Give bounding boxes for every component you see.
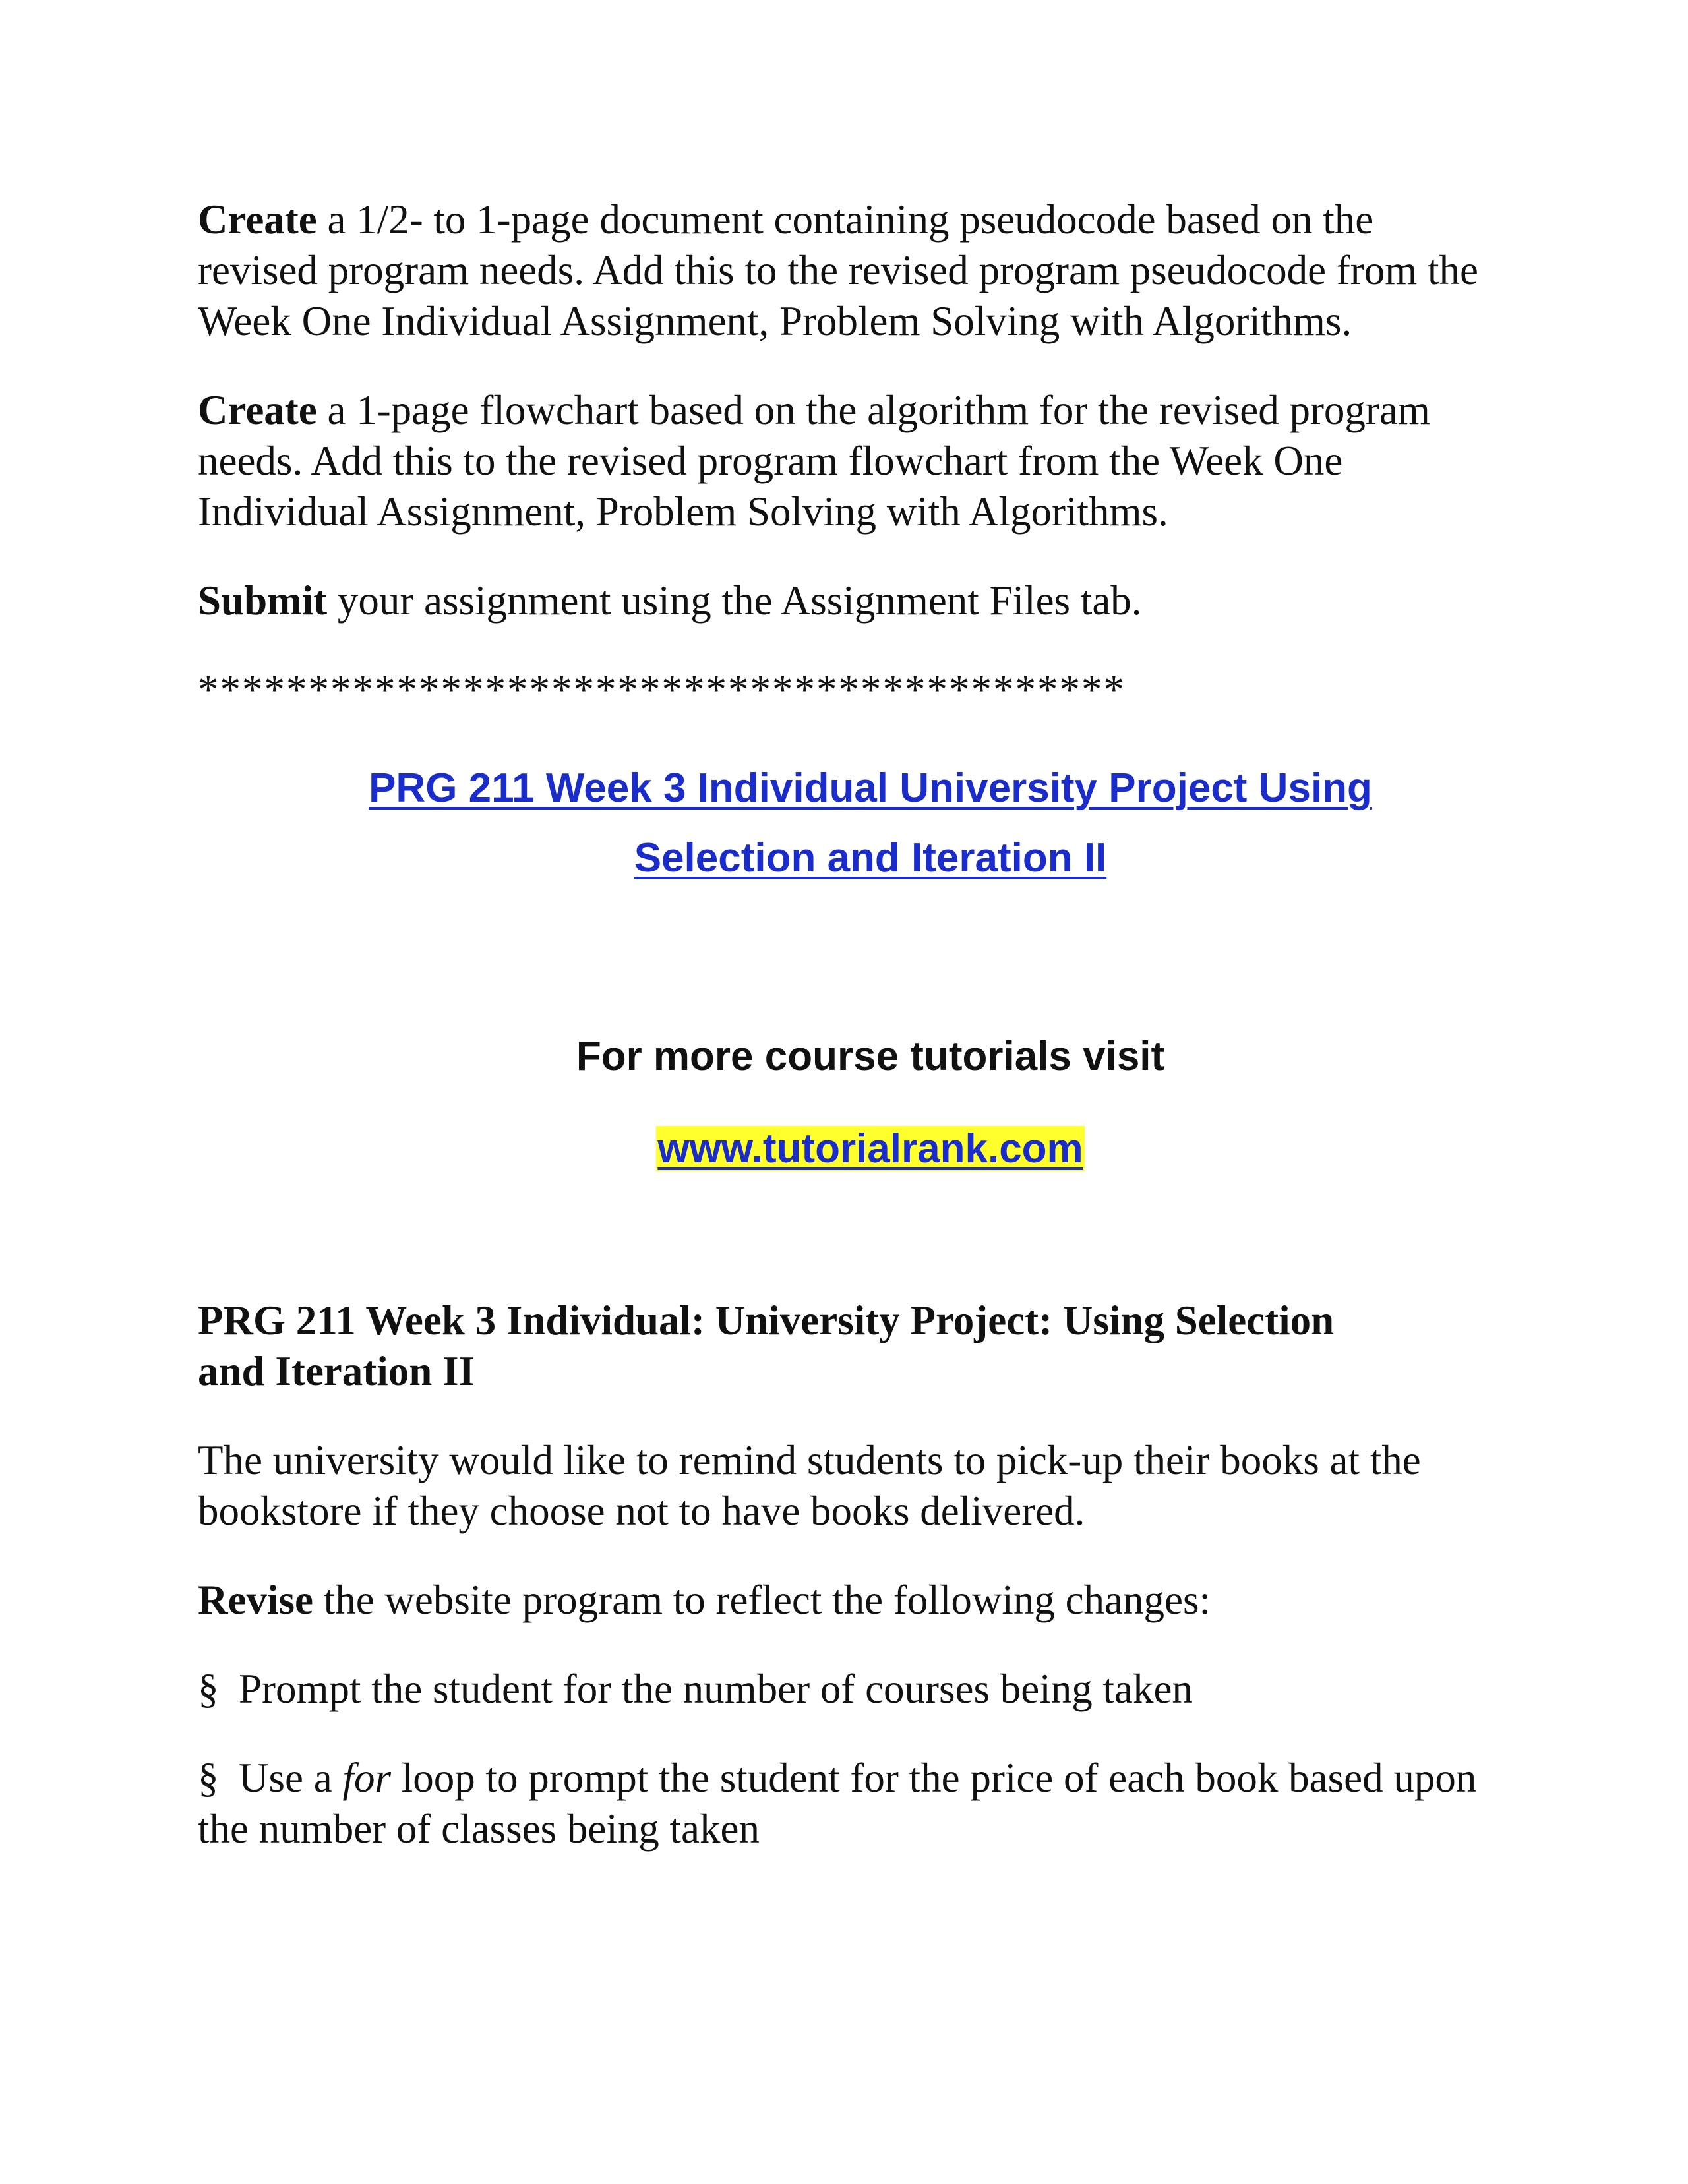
course-title-link-line2[interactable]: Selection and Iteration II xyxy=(634,835,1107,881)
paragraph-create-flowchart xyxy=(198,385,1490,537)
paragraph-revise xyxy=(198,1575,1490,1626)
promo-url-wrapper xyxy=(198,1121,1490,1177)
paragraph-text: the website program to reflect the following changes: xyxy=(313,1577,1211,1623)
course-title-link[interactable] xyxy=(198,753,1490,893)
asterisk-separator: ****************************************** xyxy=(198,666,1126,713)
assignment-heading-line1: PRG 211 Week 3 Individual: University Project: Using Selection xyxy=(198,1297,1335,1343)
section-sign-bullet: § xyxy=(198,1666,219,1712)
assignment-heading-line2: and Iteration II xyxy=(198,1348,475,1394)
section-sign-bullet: § xyxy=(198,1755,219,1801)
document-body xyxy=(198,194,1490,1893)
paragraph-text: a 1-page flowchart based on the algorithm for the revised program needs. Add this to the revised program flowchart from the Week One Individual Assignment, Problem Solving with Algorithms. xyxy=(198,387,1430,535)
paragraph-university-reminder: The university would like to remind students to pick-up their books at the bookstore if they choose not to have books delivered. xyxy=(198,1437,1421,1534)
bold-keyword: Submit xyxy=(198,577,328,624)
bullet-text: Prompt the student for the number of courses being taken xyxy=(239,1666,1193,1712)
bullet-item-courses xyxy=(198,1664,1490,1715)
paragraph-text: your assignment using the Assignment Files tab. xyxy=(327,577,1142,624)
italic-keyword: for xyxy=(342,1755,391,1801)
bullet-item-for-loop xyxy=(198,1753,1490,1854)
bold-keyword: Create xyxy=(198,196,317,243)
paragraph-text: a 1/2- to 1-page document containing pseudocode based on the revised program needs. Add this to the revised program pseudocode from the Week One Individual Assignment, Problem Solving with Algorithms. xyxy=(198,196,1478,344)
bullet-text-post: loop to prompt the student for the price of each book based upon the number of classes being taken xyxy=(198,1755,1477,1852)
bold-keyword: Revise xyxy=(198,1577,313,1623)
tutorial-website-link[interactable]: www.tutorialrank.com xyxy=(657,1126,1083,1171)
assignment-heading xyxy=(198,1295,1490,1397)
paragraph-create-pseudocode xyxy=(198,194,1490,347)
course-title-link-line1[interactable]: PRG 211 Week 3 Individual University Project Using xyxy=(369,765,1372,811)
paragraph-submit xyxy=(198,576,1490,626)
promo-text: For more course tutorials visit xyxy=(576,1034,1165,1079)
bold-keyword: Create xyxy=(198,387,317,433)
bullet-text-pre: Use a xyxy=(239,1755,343,1801)
